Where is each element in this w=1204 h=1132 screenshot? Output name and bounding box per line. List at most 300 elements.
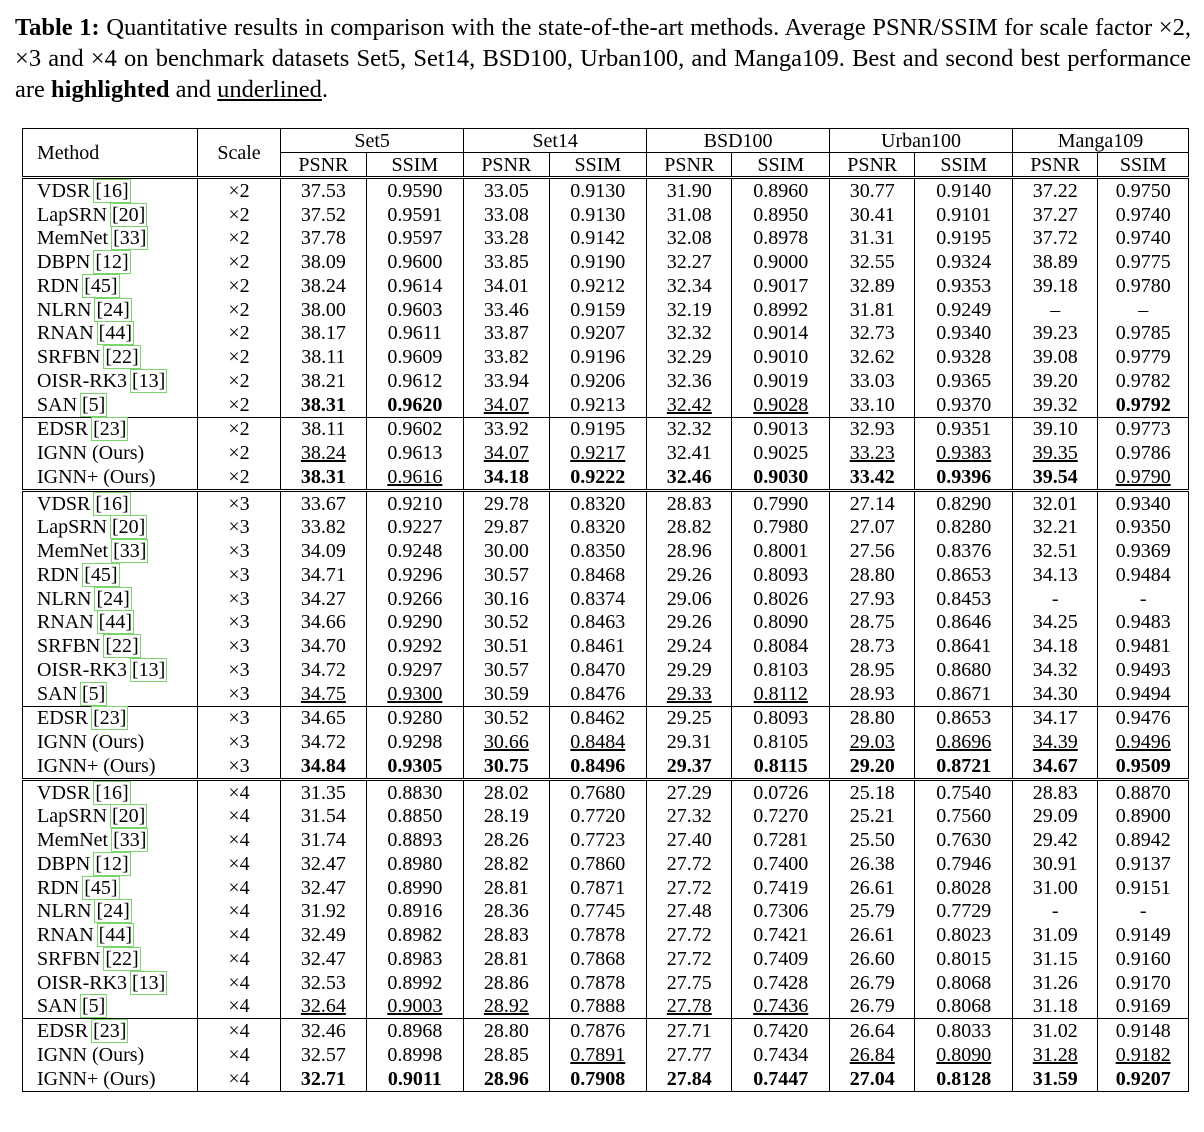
psnr-value — [464, 754, 549, 779]
citation-link[interactable]: [44] — [98, 322, 132, 345]
metric-value: – — [1138, 298, 1149, 321]
metric-value: 32.46 — [666, 465, 712, 488]
metric-value: 33.85 — [483, 251, 529, 274]
metric-value: 0.9227 — [387, 516, 443, 539]
method-cell — [23, 465, 198, 490]
header-ssim: SSIM — [732, 153, 830, 178]
metric-value: 32.34 — [666, 274, 712, 297]
psnr-value — [830, 852, 915, 876]
ssim-value — [915, 274, 1013, 298]
metric-value: 39.32 — [1032, 393, 1078, 416]
metric-value: 34.17 — [1032, 707, 1078, 730]
psnr-value — [830, 634, 915, 658]
metric-value: 0.8320 — [570, 492, 626, 515]
citation-link[interactable]: [16] — [95, 179, 129, 202]
psnr-value — [281, 658, 366, 682]
metric-value: 0.9280 — [387, 707, 443, 730]
psnr-value — [830, 611, 915, 635]
psnr-value — [464, 805, 549, 829]
psnr-value — [830, 971, 915, 995]
citation-link[interactable]: [45] — [84, 876, 118, 899]
metric-value: 37.22 — [1032, 179, 1078, 202]
metric-value: 37.78 — [300, 227, 346, 250]
metric-value: 0.8090 — [936, 1043, 992, 1066]
ssim-value — [1098, 923, 1189, 947]
ssim-value — [549, 393, 647, 417]
psnr-value — [830, 441, 915, 465]
psnr-value — [1013, 947, 1098, 971]
psnr-value — [464, 393, 549, 417]
citation-link[interactable]: [20] — [112, 203, 146, 226]
method-cell — [23, 706, 198, 730]
metric-value: 32.53 — [300, 971, 346, 994]
table-row — [23, 947, 1189, 971]
psnr-value — [281, 900, 366, 924]
scale-cell: ×3 — [197, 682, 280, 706]
citation-link[interactable]: [5] — [82, 393, 106, 416]
citation-link[interactable]: [16] — [95, 492, 129, 515]
metric-value: 0.9292 — [387, 635, 443, 658]
scale-cell: ×3 — [197, 730, 280, 754]
table-row — [23, 1043, 1189, 1067]
scale-cell: ×2 — [197, 274, 280, 298]
ssim-value — [915, 250, 1013, 274]
metric-value: 0.8978 — [753, 227, 809, 250]
metric-value: 0.7888 — [570, 995, 626, 1018]
ssim-value — [1098, 1067, 1189, 1091]
citation-link[interactable]: [22] — [105, 947, 139, 970]
ssim-value — [915, 322, 1013, 346]
method-cell — [23, 682, 198, 706]
psnr-value — [1013, 995, 1098, 1019]
ssim-value — [366, 250, 464, 274]
ssim-value — [1098, 828, 1189, 852]
scale-cell: ×2 — [197, 441, 280, 465]
metric-value: 39.08 — [1032, 346, 1078, 369]
metric-value: 0.9602 — [387, 418, 443, 441]
metric-value: 27.78 — [666, 995, 712, 1018]
ssim-value — [915, 441, 1013, 465]
metric-value: 33.03 — [849, 369, 895, 392]
ssim-value — [915, 393, 1013, 417]
metric-value: 0.9213 — [570, 393, 626, 416]
metric-value: 32.62 — [849, 346, 895, 369]
metric-value: 29.29 — [666, 658, 712, 681]
method-name: EDSR — [37, 1020, 89, 1043]
metric-value: 31.74 — [300, 829, 346, 852]
citation-link[interactable]: [22] — [105, 346, 139, 369]
citation-link[interactable]: [33] — [113, 540, 147, 563]
method-cell — [23, 345, 198, 369]
metric-value: 0.8942 — [1115, 829, 1171, 852]
metric-value: 28.80 — [849, 707, 895, 730]
psnr-value — [1013, 587, 1098, 611]
psnr-value — [830, 754, 915, 779]
metric-value: 27.32 — [666, 805, 712, 828]
metric-value: 31.92 — [300, 900, 346, 923]
ssim-value — [732, 876, 830, 900]
ssim-value — [915, 490, 1013, 515]
header-method: Method — [23, 129, 198, 178]
ssim-value — [366, 465, 464, 490]
ssim-value — [732, 1019, 830, 1043]
citation-link[interactable]: [13] — [132, 971, 166, 994]
metric-value: 0.9003 — [387, 995, 443, 1018]
citation-link[interactable]: [12] — [95, 251, 129, 274]
psnr-value — [647, 852, 732, 876]
scale-cell: ×2 — [197, 203, 280, 227]
metric-value: 32.73 — [849, 322, 895, 345]
metric-value: 28.96 — [666, 540, 712, 563]
metric-value: 37.53 — [300, 179, 346, 202]
psnr-value — [281, 876, 366, 900]
ssim-value — [732, 682, 830, 706]
header-scale: Scale — [197, 129, 280, 178]
ssim-value — [549, 490, 647, 515]
ssim-value — [732, 227, 830, 251]
citation-link[interactable]: [24] — [96, 587, 130, 610]
psnr-value — [1013, 971, 1098, 995]
ssim-value — [1098, 178, 1189, 203]
psnr-value — [647, 516, 732, 540]
method-cell — [23, 298, 198, 322]
metric-value: 0.7891 — [570, 1043, 626, 1066]
metric-value: 0.9142 — [570, 227, 626, 250]
metric-value: 0.9169 — [1115, 995, 1171, 1018]
method-name: VDSR — [37, 492, 91, 515]
ssim-value — [915, 754, 1013, 779]
metric-value: 0.8350 — [570, 540, 626, 563]
ssim-value — [1098, 658, 1189, 682]
metric-value: 32.47 — [300, 947, 346, 970]
metric-value: 28.92 — [483, 995, 529, 1018]
metric-value: 34.72 — [300, 658, 346, 681]
metric-value: 0.9775 — [1115, 251, 1171, 274]
psnr-value — [647, 947, 732, 971]
psnr-value — [830, 900, 915, 924]
psnr-value — [281, 369, 366, 393]
ssim-value — [366, 1043, 464, 1067]
citation-link[interactable]: [13] — [132, 369, 166, 392]
ssim-value — [549, 876, 647, 900]
ssim-value — [1098, 490, 1189, 515]
psnr-value — [281, 971, 366, 995]
metric-value: 0.8461 — [570, 635, 626, 658]
metric-value: 32.47 — [300, 852, 346, 875]
psnr-value — [647, 706, 732, 730]
table-row — [23, 227, 1189, 251]
psnr-value — [464, 634, 549, 658]
psnr-value — [1013, 1019, 1098, 1043]
metric-value: 0.9298 — [387, 731, 443, 754]
psnr-value — [1013, 852, 1098, 876]
ssim-value — [549, 1067, 647, 1091]
metric-value: 0.8641 — [936, 635, 992, 658]
table-caption — [15, 12, 1191, 105]
metric-value: 0.9013 — [753, 418, 809, 441]
metric-value: - — [1051, 587, 1059, 610]
ssim-value — [1098, 369, 1189, 393]
psnr-value — [464, 1019, 549, 1043]
psnr-value — [281, 441, 366, 465]
citation-link[interactable]: [45] — [84, 563, 118, 586]
ssim-value — [1098, 203, 1189, 227]
metric-value: 0.7745 — [570, 900, 626, 923]
psnr-value — [647, 563, 732, 587]
method-cell — [23, 490, 198, 515]
ssim-value — [549, 971, 647, 995]
method-name: NLRN — [37, 587, 92, 610]
metric-value: 0.9790 — [1115, 465, 1171, 488]
metric-value: 0.8453 — [936, 587, 992, 610]
method-cell — [23, 900, 198, 924]
ssim-value — [366, 876, 464, 900]
citation-link[interactable]: [44] — [98, 924, 132, 947]
ssim-value — [366, 730, 464, 754]
scale-cell: ×3 — [197, 563, 280, 587]
psnr-value — [1013, 250, 1098, 274]
metric-value: 25.79 — [849, 900, 895, 923]
method-name: RNAN — [37, 322, 94, 345]
psnr-value — [647, 923, 732, 947]
header-psnr: PSNR — [281, 153, 366, 178]
psnr-value — [830, 298, 915, 322]
psnr-value — [464, 706, 549, 730]
metric-value: 0.8128 — [936, 1067, 992, 1090]
metric-value: 29.33 — [666, 682, 712, 705]
psnr-value — [1013, 369, 1098, 393]
metric-value: 34.84 — [300, 754, 346, 777]
ssim-value — [549, 779, 647, 804]
ssim-value — [915, 730, 1013, 754]
ssim-value — [366, 900, 464, 924]
psnr-value — [464, 345, 549, 369]
metric-value: 0.9210 — [387, 492, 443, 515]
metric-value: 0.9011 — [387, 1067, 442, 1090]
psnr-value — [464, 1067, 549, 1091]
metric-value: 27.07 — [849, 516, 895, 539]
psnr-value — [830, 345, 915, 369]
psnr-value — [1013, 516, 1098, 540]
metric-value: 33.87 — [483, 322, 529, 345]
metric-value: 38.11 — [301, 418, 346, 441]
citation-link[interactable]: [23] — [93, 1020, 127, 1043]
metric-value: 0.9340 — [936, 322, 992, 345]
metric-value: 0.7409 — [753, 947, 809, 970]
psnr-value — [647, 587, 732, 611]
scale-cell: ×4 — [197, 1043, 280, 1067]
metric-value: 30.00 — [483, 540, 529, 563]
ssim-value — [366, 417, 464, 441]
metric-value: 0.8068 — [936, 971, 992, 994]
citation-link[interactable]: [23] — [93, 707, 127, 730]
method-cell — [23, 441, 198, 465]
citation-link[interactable]: [5] — [82, 995, 106, 1018]
metric-value: 0.9740 — [1115, 203, 1171, 226]
psnr-value — [464, 900, 549, 924]
ssim-value — [732, 634, 830, 658]
metric-value: 27.71 — [666, 1020, 712, 1043]
psnr-value — [647, 1043, 732, 1067]
psnr-value — [464, 465, 549, 490]
metric-value: 27.93 — [849, 587, 895, 610]
metric-value: 0.9297 — [387, 658, 443, 681]
metric-value: 26.79 — [849, 971, 895, 994]
ssim-value — [915, 706, 1013, 730]
scale-cell: ×2 — [197, 322, 280, 346]
metric-value: 0.9509 — [1115, 754, 1171, 777]
psnr-value — [281, 274, 366, 298]
psnr-value — [464, 203, 549, 227]
method-name: SAN — [37, 995, 78, 1018]
ssim-value — [366, 274, 464, 298]
citation-link[interactable]: [45] — [84, 274, 118, 297]
metric-value: 0.9140 — [936, 179, 992, 202]
method-cell — [23, 611, 198, 635]
scale-cell: ×4 — [197, 923, 280, 947]
table-row — [23, 516, 1189, 540]
ssim-value — [549, 805, 647, 829]
metric-value: 34.25 — [1032, 611, 1078, 634]
ssim-value — [549, 539, 647, 563]
ssim-value — [732, 393, 830, 417]
metric-value: 27.40 — [666, 829, 712, 852]
metric-value: 0.8374 — [570, 587, 626, 610]
method-name: RDN — [37, 563, 80, 586]
metric-value: 29.78 — [483, 492, 529, 515]
caption-text: Quantitative results in comparison with the state-of-the-art methods. Average PSNR/SSIM for scale factor ×2, ×3 and ×4 on benchmark datasets Set5, Set14, BSD100, Urban100, and Manga109. Best and second best performance are — [15, 14, 1191, 103]
metric-value: 0.7871 — [570, 876, 626, 899]
metric-value: 29.25 — [666, 707, 712, 730]
metric-value: 0.7419 — [753, 876, 809, 899]
psnr-value — [647, 298, 732, 322]
scale-cell: ×3 — [197, 516, 280, 540]
metric-value: 34.30 — [1032, 682, 1078, 705]
ssim-value — [732, 250, 830, 274]
citation-link[interactable]: [44] — [98, 611, 132, 634]
ssim-value — [732, 706, 830, 730]
table-row — [23, 539, 1189, 563]
metric-value: 28.82 — [666, 516, 712, 539]
metric-value: 0.7270 — [753, 805, 809, 828]
metric-value: 32.19 — [666, 298, 712, 321]
metric-value: 0.8103 — [753, 658, 809, 681]
metric-value: 0.8646 — [936, 611, 992, 634]
ssim-value — [549, 852, 647, 876]
table-row — [23, 682, 1189, 706]
metric-value: 0.9130 — [570, 203, 626, 226]
header-psnr: PSNR — [1013, 153, 1098, 178]
psnr-value — [464, 417, 549, 441]
ssim-value — [1098, 393, 1189, 417]
citation-link[interactable]: [24] — [96, 900, 130, 923]
metric-value: 37.72 — [1032, 227, 1078, 250]
citation-link[interactable]: [20] — [112, 805, 146, 828]
header-ssim: SSIM — [366, 153, 464, 178]
citation-link[interactable]: [23] — [93, 418, 127, 441]
metric-value: 0.9476 — [1115, 707, 1171, 730]
psnr-value — [1013, 754, 1098, 779]
metric-value: 30.75 — [483, 754, 529, 777]
ssim-value — [732, 563, 830, 587]
ssim-value — [915, 587, 1013, 611]
table-row — [23, 995, 1189, 1019]
psnr-value — [647, 227, 732, 251]
psnr-value — [281, 1067, 366, 1091]
citation-link[interactable]: [13] — [132, 658, 166, 681]
ssim-value — [1098, 730, 1189, 754]
metric-value: 0.9597 — [387, 227, 443, 250]
citation-link[interactable]: [16] — [95, 781, 129, 804]
psnr-value — [281, 178, 366, 203]
method-name: RNAN — [37, 611, 94, 634]
method-cell — [23, 1019, 198, 1043]
scale-cell: ×3 — [197, 754, 280, 779]
citation-link[interactable]: [24] — [96, 298, 130, 321]
method-cell — [23, 658, 198, 682]
metric-value: 33.94 — [483, 369, 529, 392]
citation-link[interactable]: [22] — [105, 635, 139, 658]
psnr-value — [647, 611, 732, 635]
citation-link[interactable]: [33] — [113, 829, 147, 852]
ssim-value — [732, 178, 830, 203]
metric-value: 0.9030 — [753, 465, 809, 488]
ssim-value — [732, 971, 830, 995]
metric-value: 38.09 — [300, 251, 346, 274]
psnr-value — [830, 250, 915, 274]
psnr-value — [1013, 490, 1098, 515]
citation-link[interactable]: [33] — [113, 227, 147, 250]
citation-link[interactable]: [20] — [112, 516, 146, 539]
method-name: OISR-RK3 — [37, 369, 128, 392]
metric-value: 34.09 — [300, 540, 346, 563]
ssim-value — [366, 682, 464, 706]
table-row — [23, 805, 1189, 829]
citation-link[interactable]: [12] — [95, 852, 129, 875]
psnr-value — [830, 876, 915, 900]
ssim-value — [549, 658, 647, 682]
table-row — [23, 971, 1189, 995]
table-row — [23, 203, 1189, 227]
metric-value: 0.9396 — [936, 465, 992, 488]
citation-link[interactable]: [5] — [82, 682, 106, 705]
metric-value: 32.36 — [666, 369, 712, 392]
ssim-value — [1098, 706, 1189, 730]
psnr-value — [830, 706, 915, 730]
metric-value: 0.9190 — [570, 251, 626, 274]
scale-cell: ×4 — [197, 876, 280, 900]
metric-value: 0.7630 — [936, 829, 992, 852]
ssim-value — [915, 298, 1013, 322]
metric-value: 0.9195 — [570, 418, 626, 441]
metric-value: 0.8893 — [387, 829, 443, 852]
ssim-value — [915, 828, 1013, 852]
metric-value: 0.9212 — [570, 274, 626, 297]
header-dataset-manga109: Manga109 — [1013, 129, 1189, 153]
metric-value: 0.0726 — [753, 781, 809, 804]
metric-value: 25.50 — [849, 829, 895, 852]
table-row — [23, 923, 1189, 947]
metric-value: 28.96 — [483, 1067, 529, 1090]
results-table-body — [23, 178, 1189, 1092]
metric-value: 26.64 — [849, 1020, 895, 1043]
metric-value: 32.49 — [300, 924, 346, 947]
ssim-value — [549, 516, 647, 540]
ssim-value — [1098, 611, 1189, 635]
ssim-value — [915, 369, 1013, 393]
metric-value: 33.05 — [483, 179, 529, 202]
ssim-value — [1098, 250, 1189, 274]
